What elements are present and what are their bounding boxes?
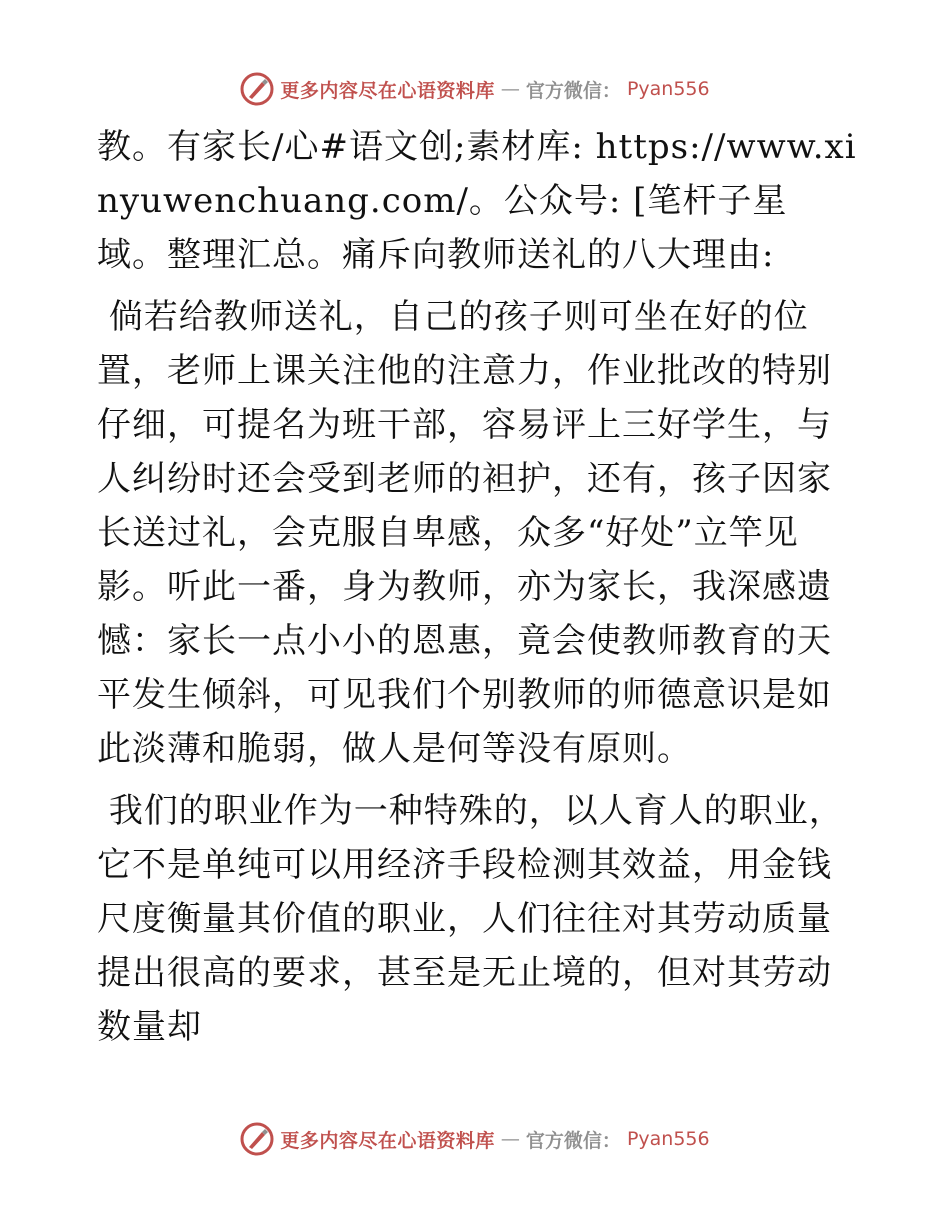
pen-logo-icon [240, 72, 274, 106]
paragraph-profession: 我们的职业作为一种特殊的，以人育人的职业，它不是单纯可以用经济手段检测其效益，用金钱尺度衡量其价值的职业，人们往往对其劳动质量提出很高的要求，甚至是无止境的，但对其劳动数量却 [97, 791, 844, 1047]
header-banner [0, 72, 950, 106]
document-body [97, 120, 857, 1054]
banner-wechat-id: Pyan556 [626, 78, 710, 100]
banner-dash: — [500, 1128, 520, 1150]
banner-wechat-id: Pyan556 [626, 1128, 710, 1150]
banner-dash: — [500, 78, 520, 100]
pen-logo-icon [240, 1122, 274, 1156]
banner-title: 更多内容尽在心语资料库 [280, 79, 495, 102]
footer-banner [0, 1122, 950, 1156]
paragraph-gift-reasons: 倘若给教师送礼，自己的孩子则可坐在好的位置，老师上课关注他的注意力，作业批改的特别仔细，可提名为班干部，容易评上三好学生，与人纠纷时还会受到老师的袒护，还有，孩子因家长送过礼，会克服自卑感，众多“好处”立竿见影。听此一番，身为教师，亦为家长，我深感遗憾：家长一点小小的恩惠，竟会使教师教育的天平发生倾斜，可见我们个别教师的师德意识是如此淡薄和脆弱，做人是何等没有原则。 [97, 297, 832, 769]
banner-title: 更多内容尽在心语资料库 [280, 1129, 495, 1152]
paragraph-intro: 教。有家长/心#语文创;素材库: https://www.xinyuwenchuang.com/。公众号: [笔杆子星域。整理汇总。痛斥向教师送礼的八大理由: [97, 127, 857, 275]
banner-wechat-label: 官方微信： [525, 1129, 621, 1152]
banner-wechat-label: 官方微信： [525, 79, 621, 102]
